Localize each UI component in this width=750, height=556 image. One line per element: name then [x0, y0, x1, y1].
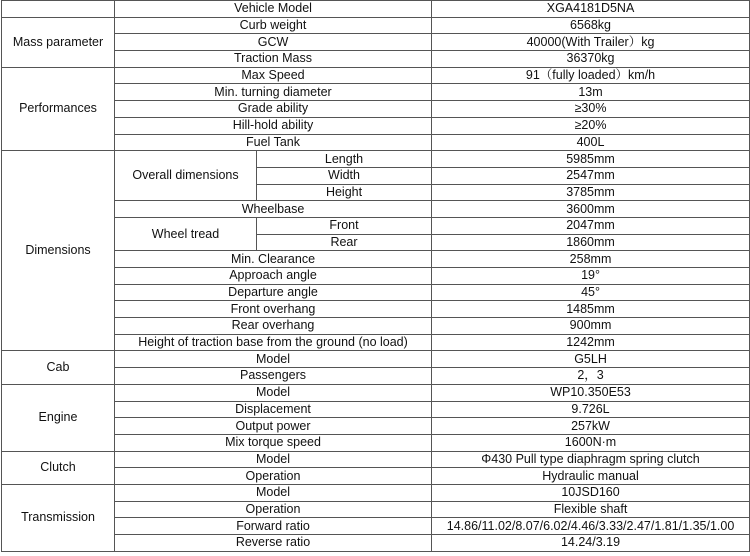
group-dimensions: Dimensions	[2, 151, 115, 351]
row-label: Model	[115, 451, 432, 468]
table-row	[2, 117, 750, 134]
row-label: Passengers	[115, 368, 432, 385]
row-value: Flexible shaft	[432, 501, 750, 518]
row-value: 10JSD160	[432, 484, 750, 501]
row-label: Model	[115, 484, 432, 501]
table-row	[2, 17, 750, 34]
row-label: Length	[257, 151, 432, 168]
row-label: Vehicle Model	[115, 1, 432, 18]
row-value: 1860mm	[432, 234, 750, 251]
row-value: 258mm	[432, 251, 750, 268]
table-row	[2, 484, 750, 501]
row-label: Fuel Tank	[115, 134, 432, 151]
row-value: G5LH	[432, 351, 750, 368]
row-label: GCW	[115, 34, 432, 51]
table-row	[2, 301, 750, 318]
row-label: Front	[257, 217, 432, 234]
table-row	[2, 351, 750, 368]
row-value: 3785mm	[432, 184, 750, 201]
row-label: Mix torque speed	[115, 434, 432, 451]
table-row	[2, 84, 750, 101]
row-value: 19°	[432, 268, 750, 285]
table-row	[2, 318, 750, 335]
subgroup-overall-dimensions: Overall dimensions	[115, 151, 257, 201]
table-row	[2, 368, 750, 385]
table-row	[2, 384, 750, 401]
row-value: 91（fully loaded）km/h	[432, 67, 750, 84]
row-label: Grade ability	[115, 101, 432, 118]
row-value: 1242mm	[432, 334, 750, 351]
table-row	[2, 51, 750, 68]
row-label: Min. turning diameter	[115, 84, 432, 101]
table-row	[2, 134, 750, 151]
row-label: Forward ratio	[115, 518, 432, 535]
group-transmission: Transmission	[2, 484, 115, 551]
table-row	[2, 268, 750, 285]
table-row	[2, 151, 750, 168]
row-label: Rear	[257, 234, 432, 251]
group-mass-parameter: Mass parameter	[2, 17, 115, 67]
row-value: 1485mm	[432, 301, 750, 318]
group-clutch: Clutch	[2, 451, 115, 484]
row-label: Max Speed	[115, 67, 432, 84]
table-row	[2, 251, 750, 268]
table-row	[2, 217, 750, 234]
row-label: Front overhang	[115, 301, 432, 318]
table-row	[2, 451, 750, 468]
group-engine: Engine	[2, 384, 115, 451]
row-value: 2，3	[432, 368, 750, 385]
row-label: Operation	[115, 501, 432, 518]
row-label: Reverse ratio	[115, 535, 432, 552]
row-value: ≥20%	[432, 117, 750, 134]
row-value: 2547mm	[432, 167, 750, 184]
row-value: WP10.350E53	[432, 384, 750, 401]
row-value: 45°	[432, 284, 750, 301]
row-label: Rear overhang	[115, 318, 432, 335]
table-row	[2, 468, 750, 485]
table-row	[2, 401, 750, 418]
spec-table	[1, 0, 750, 552]
row-value: 1600N·m	[432, 434, 750, 451]
table-row	[2, 67, 750, 84]
row-value: 6568kg	[432, 17, 750, 34]
table-row	[2, 284, 750, 301]
row-label: Displacement	[115, 401, 432, 418]
row-label: Height of traction base from the ground (no load)	[115, 334, 432, 351]
row-label: Output power	[115, 418, 432, 435]
row-label: Model	[115, 384, 432, 401]
table-row	[2, 334, 750, 351]
group-cell-empty	[2, 1, 115, 18]
table-row	[2, 434, 750, 451]
row-value: 14.86/11.02/8.07/6.02/4.46/3.33/2.47/1.81/1.35/1.00	[432, 518, 750, 535]
row-value: 257kW	[432, 418, 750, 435]
row-label: Wheelbase	[115, 201, 432, 218]
table-row	[2, 34, 750, 51]
row-label: Operation	[115, 468, 432, 485]
row-value: 36370kg	[432, 51, 750, 68]
row-value: 9.726L	[432, 401, 750, 418]
row-value: ≥30%	[432, 101, 750, 118]
row-value: 14.24/3.19	[432, 535, 750, 552]
table-row	[2, 101, 750, 118]
row-value: 3600mm	[432, 201, 750, 218]
table-row	[2, 418, 750, 435]
row-value: XGA4181D5NA	[432, 1, 750, 18]
row-value: Φ430 Pull type diaphragm spring clutch	[432, 451, 750, 468]
row-label: Traction Mass	[115, 51, 432, 68]
subgroup-wheel-tread: Wheel tread	[115, 217, 257, 250]
row-label: Approach angle	[115, 268, 432, 285]
group-performances: Performances	[2, 67, 115, 150]
row-label: Width	[257, 167, 432, 184]
row-value: 2047mm	[432, 217, 750, 234]
table-row	[2, 518, 750, 535]
row-label: Curb weight	[115, 17, 432, 34]
row-label: Departure angle	[115, 284, 432, 301]
table-row	[2, 501, 750, 518]
row-value: 400L	[432, 134, 750, 151]
row-value: 13m	[432, 84, 750, 101]
row-label: Model	[115, 351, 432, 368]
row-label: Height	[257, 184, 432, 201]
row-value: 40000(With Trailer）kg	[432, 34, 750, 51]
row-label: Hill-hold ability	[115, 117, 432, 134]
group-cab: Cab	[2, 351, 115, 384]
row-label: Min. Clearance	[115, 251, 432, 268]
row-value: 900mm	[432, 318, 750, 335]
table-row	[2, 201, 750, 218]
table-row	[2, 535, 750, 552]
table-row	[2, 1, 750, 18]
row-value: Hydraulic manual	[432, 468, 750, 485]
row-value: 5985mm	[432, 151, 750, 168]
